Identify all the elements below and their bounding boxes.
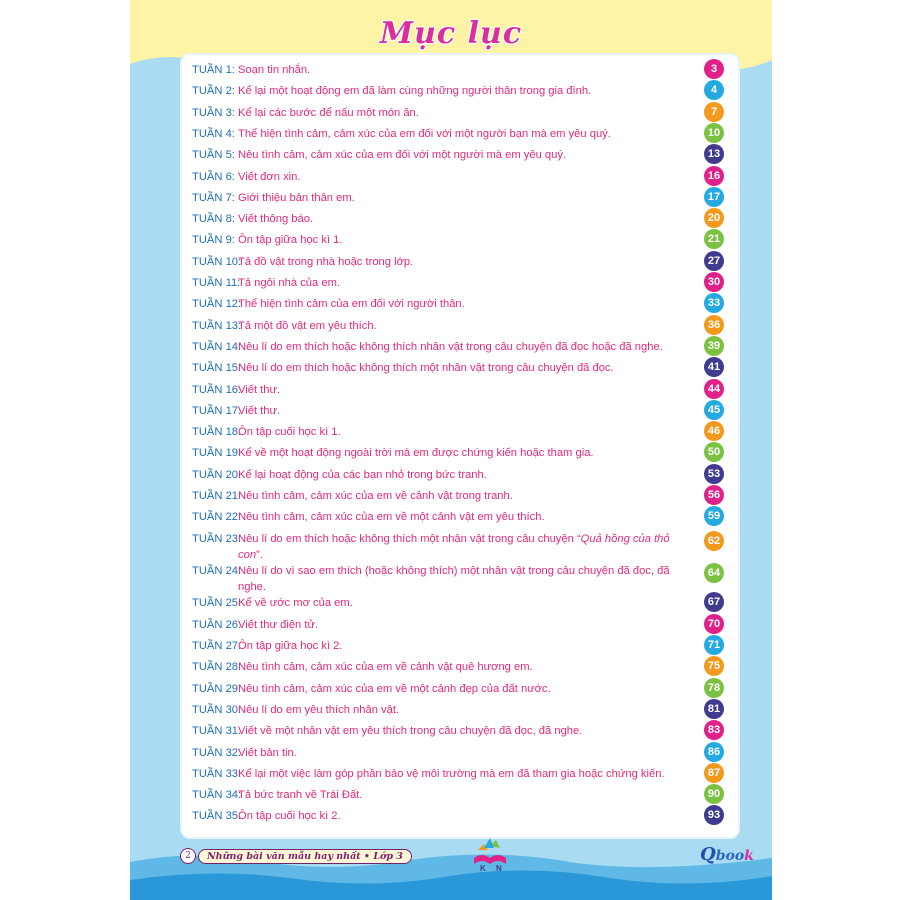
toc-page-number-badge: 56 bbox=[704, 485, 724, 505]
toc-entry-text: Nêu tình cảm, cảm xúc của em đối với một người mà em yêu quý. bbox=[238, 149, 567, 162]
toc-entry-text: Viết thư. bbox=[238, 383, 281, 396]
toc-entry-text: Tả một đồ vật em yêu thích. bbox=[238, 319, 377, 332]
toc-week-label: TUẦN 33: bbox=[192, 767, 242, 780]
toc-entry-title bbox=[238, 169, 696, 185]
toc-entry-title bbox=[238, 681, 696, 697]
toc-page-number-badge: 53 bbox=[704, 464, 724, 484]
toc-page-number-badge: 36 bbox=[704, 315, 724, 335]
toc-entry-text: Nêu tình cảm, cảm xúc của em về một cảnh vật em yêu thích. bbox=[238, 511, 545, 524]
toc-page-number-badge: 46 bbox=[704, 421, 724, 441]
toc-entry-title bbox=[238, 126, 696, 142]
toc-week-label: TUẦN 2: bbox=[192, 85, 235, 98]
toc-entry-title bbox=[238, 745, 696, 761]
toc-page-number-badge: 10 bbox=[704, 123, 724, 143]
toc-entry-title bbox=[238, 488, 696, 504]
toc-entry-text: Kể lại một hoạt động em đã làm cùng những người thân trong gia đình. bbox=[238, 85, 592, 98]
toc-entry-title bbox=[238, 659, 696, 675]
toc-entry-text-end: ”. bbox=[256, 548, 263, 561]
page bbox=[130, 0, 772, 900]
toc-entry-title bbox=[238, 62, 696, 78]
toc-week-label: TUẦN 4: bbox=[192, 127, 235, 140]
toc-page-number-badge: 70 bbox=[704, 614, 724, 634]
toc-page-number-badge: 13 bbox=[704, 144, 724, 164]
toc-entry-text: Viết thư điện tử. bbox=[238, 618, 319, 631]
toc-week-label: TUẦN 35: bbox=[192, 810, 242, 823]
page-title: Mục lục bbox=[379, 16, 523, 51]
toc-entry-text: Nêu lí do em yêu thích nhân vật. bbox=[238, 703, 400, 716]
toc-page-number-badge: 71 bbox=[704, 635, 724, 655]
toc-week-label: TUẦN 3: bbox=[192, 106, 235, 119]
toc-page-number-badge: 20 bbox=[704, 208, 724, 228]
toc-page-number-badge: 30 bbox=[704, 272, 724, 292]
toc-entry-title bbox=[238, 467, 696, 483]
toc-week-label: TUẦN 9: bbox=[192, 234, 235, 247]
toc-week-label: TUẦN 20: bbox=[192, 468, 242, 481]
toc-entry-title bbox=[238, 403, 696, 419]
toc-week-label: TUẦN 13: bbox=[192, 319, 242, 332]
toc-page-number-badge: 64 bbox=[704, 563, 724, 583]
toc-week-label: TUẦN 15: bbox=[192, 362, 242, 375]
toc-entry-text: Thể hiện tình cảm của em đối với người thân. bbox=[238, 298, 465, 311]
open-book-logo-icon bbox=[470, 836, 510, 872]
toc-page-number-badge: 41 bbox=[704, 357, 724, 377]
toc-entry-text: Nêu lí do em thích hoặc không thích một nhân vật trong câu chuyện “ bbox=[238, 532, 581, 545]
svg-text:N: N bbox=[496, 864, 502, 872]
toc-entry-text: Ôn tập cuối học kì 2. bbox=[238, 810, 341, 823]
toc-week-label: TUẦN 26: bbox=[192, 618, 242, 631]
toc-page-number-badge: 50 bbox=[704, 442, 724, 462]
toc-week-label: TUẦN 17: bbox=[192, 404, 242, 417]
toc-week-label: TUẦN 19: bbox=[192, 447, 242, 460]
toc-entry-text: Viết đơn xin. bbox=[238, 170, 301, 183]
toc-entry-title bbox=[238, 105, 696, 121]
toc-entry-title bbox=[238, 83, 696, 99]
toc-entry-text: Kể lại một việc làm góp phần bảo vệ môi trường mà em đã tham gia hoặc chứng kiến. bbox=[238, 767, 665, 780]
toc-entry-title bbox=[238, 723, 696, 739]
toc-entry-title bbox=[238, 318, 696, 334]
toc-week-label: TUẦN 24: bbox=[192, 565, 242, 577]
toc-entry-text: Viết bản tin. bbox=[238, 746, 297, 759]
toc-entry-text: Thể hiện tình cảm, cảm xúc của em đối với một người bạn mà em yêu quý. bbox=[238, 127, 611, 140]
toc-page-number-badge: 93 bbox=[704, 805, 724, 825]
toc-week-label: TUẦN 14: bbox=[192, 340, 242, 353]
toc-week-label: TUẦN 25: bbox=[192, 597, 242, 610]
toc-week-label: TUẦN 6: bbox=[192, 170, 235, 183]
toc-entry-title bbox=[238, 275, 696, 291]
toc-entry-text: Tả đồ vật trong nhà hoặc trong lớp. bbox=[238, 255, 414, 268]
toc-entry-title bbox=[238, 787, 696, 803]
toc-page-number-badge: 90 bbox=[704, 784, 724, 804]
toc-entry-text: Viết thư. bbox=[238, 404, 281, 417]
toc-page-number-badge: 62 bbox=[704, 531, 724, 551]
footer-title-bar bbox=[180, 847, 412, 865]
toc-week-label: TUẦN 22: bbox=[192, 511, 242, 524]
toc-week-label: TUẦN 8: bbox=[192, 213, 235, 226]
toc-page-number-badge: 78 bbox=[704, 678, 724, 698]
toc-entry-text: Soạn tin nhắn. bbox=[238, 64, 311, 76]
toc-page-number-badge: 3 bbox=[704, 59, 724, 79]
toc-entry-title bbox=[238, 595, 696, 611]
toc-page-number-badge: 4 bbox=[704, 80, 724, 100]
toc-entry-text: Giới thiệu bản thân em. bbox=[238, 191, 355, 204]
toc-page-number-badge: 33 bbox=[704, 293, 724, 313]
toc-entry-text: Tả ngôi nhà của em. bbox=[238, 277, 340, 289]
toc-page-number-badge: 7 bbox=[704, 102, 724, 122]
toc-entry-text: Nêu tình cảm, cảm xúc của em về cảnh vật trong tranh. bbox=[238, 490, 513, 502]
toc-entry-title bbox=[238, 766, 696, 782]
toc-page-number-badge: 44 bbox=[704, 379, 724, 399]
toc-entry-text: Kể lại các bước để nấu một món ăn. bbox=[238, 106, 419, 119]
toc-week-label: TUẦN 1: bbox=[192, 64, 235, 76]
toc-entry-text: Nêu lí do em thích hoặc không thích một nhân vật trong câu chuyện đã đọc. bbox=[238, 362, 614, 375]
footer-book-title: Những bài văn mẫu hay nhất • Lớp 3 bbox=[198, 849, 412, 864]
toc-page-number-badge: 81 bbox=[704, 699, 724, 719]
toc-page-number-badge: 86 bbox=[704, 742, 724, 762]
toc-entry-text: Viết về một nhân vật em yêu thích trong câu chuyện đã đọc, đã nghe. bbox=[238, 725, 583, 738]
toc-week-label: TUẦN 30: bbox=[192, 703, 242, 716]
toc-entry-text: Tả bức tranh về Trái Đất. bbox=[238, 789, 363, 802]
toc-week-label: TUẦN 12: bbox=[192, 298, 242, 311]
toc-week-label: TUẦN 27: bbox=[192, 640, 242, 652]
toc-entry-text: Ôn tập giữa học kì 2. bbox=[238, 640, 343, 652]
toc-entry-title bbox=[238, 531, 696, 563]
toc-entry-title bbox=[238, 445, 696, 461]
toc-entry-text: Kể lại hoạt động của các bạn nhỏ trong bức tranh. bbox=[238, 468, 487, 481]
toc-entry-text: Ôn tập giữa học kì 1. bbox=[238, 234, 343, 247]
toc-entry-title bbox=[238, 382, 696, 398]
toc-page-number-badge: 27 bbox=[704, 251, 724, 271]
toc-entry-title bbox=[238, 339, 696, 355]
footer-page-number: 2 bbox=[180, 848, 196, 864]
toc-week-label: TUẦN 18: bbox=[192, 426, 242, 439]
toc-page-number-badge: 87 bbox=[704, 763, 724, 783]
toc-entry-title bbox=[238, 147, 696, 163]
toc-page-number-badge: 83 bbox=[704, 720, 724, 740]
toc-entry-title bbox=[238, 563, 696, 595]
toc-week-label: TUẦN 11: bbox=[192, 277, 241, 289]
toc-week-label: TUẦN 10: bbox=[192, 255, 242, 268]
toc-page-number-badge: 17 bbox=[704, 187, 724, 207]
toc-entry-text: Ôn tập cuối học kì 1. bbox=[238, 426, 341, 439]
toc-entry-text: Nêu lí do em thích hoặc không thích nhân vật trong câu chuyện đã đọc hoặc đã nghe. bbox=[238, 340, 663, 353]
toc-week-label: TUẦN 7: bbox=[192, 191, 235, 204]
toc-page-number-badge: 59 bbox=[704, 506, 724, 526]
svg-text:K: K bbox=[480, 864, 486, 872]
toc-week-label: TUẦN 34: bbox=[192, 789, 242, 802]
toc-entry-text: Viết thông báo. bbox=[238, 213, 314, 226]
toc-week-label: TUẦN 5: bbox=[192, 149, 235, 162]
toc-entry-text: Nêu tình cảm, cảm xúc của em về một cảnh đẹp của đất nước. bbox=[238, 682, 551, 695]
toc-week-label: TUẦN 23: bbox=[192, 532, 242, 545]
toc-page-number-badge: 45 bbox=[704, 400, 724, 420]
toc-entry-text: Kể về một hoạt động ngoài trời mà em được chứng kiến hoặc tham gia. bbox=[238, 447, 594, 460]
toc-week-label: TUẦN 29: bbox=[192, 682, 242, 695]
toc-entry-text: Nêu tình cảm, cảm xúc của em về cảnh vật quê hương em. bbox=[238, 661, 533, 674]
toc-entry-title bbox=[238, 808, 696, 824]
toc-entry-story-title: Quả hồng của thỏ con bbox=[238, 532, 670, 561]
toc-entry-title bbox=[238, 360, 696, 376]
toc-entry-title bbox=[238, 232, 696, 248]
toc-page-number-badge: 67 bbox=[704, 592, 724, 612]
toc-entry-title bbox=[238, 211, 696, 227]
toc-entry-text: Nêu lí do vì sao em thích (hoặc không thích) một nhân vật trong câu chuyện đã đọc, đã nghe. bbox=[238, 565, 670, 593]
toc-week-label: TUẦN 28: bbox=[192, 661, 242, 674]
toc-week-label: TUẦN 31: bbox=[192, 725, 242, 738]
toc-week-label: TUẦN 21: bbox=[192, 490, 242, 502]
qbook-logo: Qbook bbox=[700, 844, 754, 865]
toc-page-number-badge: 21 bbox=[704, 229, 724, 249]
toc-page-number-badge: 16 bbox=[704, 166, 724, 186]
toc-page-number-badge: 39 bbox=[704, 336, 724, 356]
toc-week-label: TUẦN 16: bbox=[192, 383, 242, 396]
toc-entry-title bbox=[238, 617, 696, 633]
toc-entry-title bbox=[238, 509, 696, 525]
toc-page-number-badge: 75 bbox=[704, 656, 724, 676]
toc-entry-title bbox=[238, 254, 696, 270]
toc-entry-title bbox=[238, 296, 696, 312]
toc-entry-title bbox=[238, 702, 696, 718]
toc-entry-title bbox=[238, 638, 696, 654]
toc-entry-title bbox=[238, 424, 696, 440]
toc-entry-text: Kể về ước mơ của em. bbox=[238, 597, 353, 610]
toc-week-label: TUẦN 32: bbox=[192, 746, 242, 759]
toc-entry-title bbox=[238, 190, 696, 206]
